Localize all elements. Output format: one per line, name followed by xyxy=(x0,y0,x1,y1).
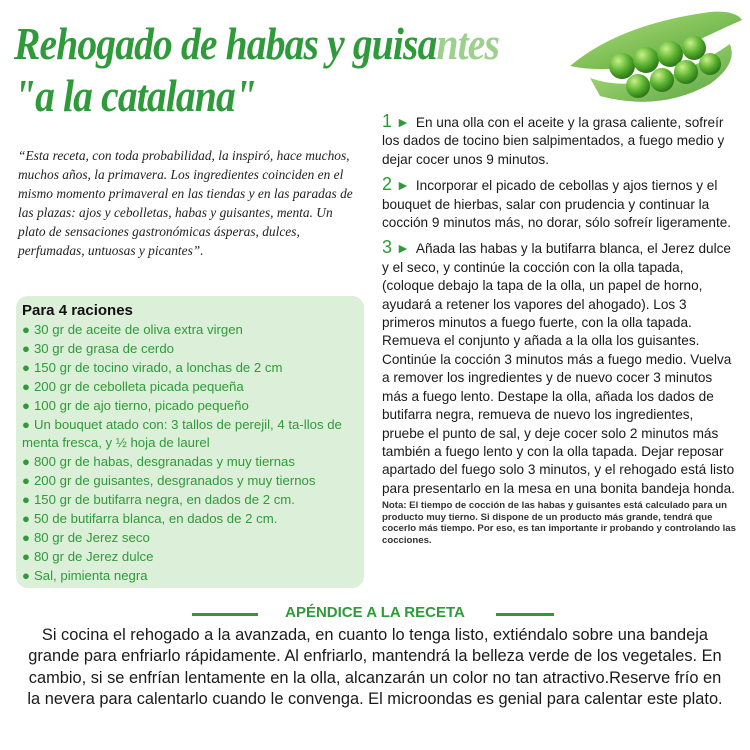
ingredient-item: ● 30 gr de aceite de oliva extra virgen xyxy=(22,322,243,337)
steps-column xyxy=(382,112,738,547)
title-line-1-tail: ntes xyxy=(436,18,499,69)
bullet-icon: ● xyxy=(22,340,30,356)
recipe-title xyxy=(14,18,539,122)
step-2 xyxy=(382,175,738,232)
ingredients-title: Para 4 raciones xyxy=(22,302,133,319)
ingredient-item: ● 150 gr de butifarra negra, en dados de 2 cm. xyxy=(22,492,295,508)
step-1 xyxy=(382,112,738,169)
ingredient-item: ● 200 gr de guisantes, desgranados y muy tiernos xyxy=(22,473,316,489)
appendix-header xyxy=(0,604,750,624)
ingredient-item: ● 80 gr de Jerez seco xyxy=(22,529,150,545)
step-text: En una olla con el aceite y la grasa caliente, sofreír los dados de tocino bien salpimentados, a fuego medio y dejar cocer unos 9 minutos. xyxy=(382,115,725,167)
bullet-icon: ● xyxy=(22,378,30,394)
bullet-icon: ● xyxy=(22,529,30,545)
ingredient-item: ● Un bouquet atado con: 3 tallos de perejil, 4 ta-llos de menta fresca, y ½ hoja de laurel xyxy=(22,416,342,451)
ingredient-item: ● 50 de butifarra blanca, en dados de 2 cm. xyxy=(22,511,278,527)
ingredients-list xyxy=(22,321,360,586)
bullet-icon: ● xyxy=(22,548,30,564)
step-number: 2 xyxy=(382,174,393,195)
bullet-icon: ● xyxy=(22,416,30,432)
bullet-icon: ● xyxy=(22,473,30,489)
step-number: 3 xyxy=(382,237,393,258)
bullet-icon: ● xyxy=(22,454,30,470)
pea-pod-image xyxy=(560,4,750,114)
arrow-right-icon: ► xyxy=(396,114,410,130)
bullet-icon: ● xyxy=(22,567,30,583)
title-line-1: Rehogado de habas y guisantes xyxy=(14,18,499,69)
ingredient-item: ● 200 gr de cebolleta picada pequeña xyxy=(22,378,244,394)
cooking-note: Nota: El tiempo de cocción de las habas y guisantes está calculado para un producto muy tierno. Si dispone de un producto más grande, tendrá que cocerlo más tiempo. Por eso, es tan importante ir probando y controlando las cocciones. xyxy=(382,500,736,546)
title-line-2: "a la catalana" xyxy=(14,70,257,121)
step-number: 1 xyxy=(382,111,393,131)
bullet-icon: ● xyxy=(22,492,30,508)
arrow-right-icon: ► xyxy=(396,240,410,257)
ingredient-item: ● 100 gr de ajo tierno, picado pequeño xyxy=(22,397,249,413)
intro-text: “Esta receta, con toda probabilidad, la inspiró, hace muchos, muchos años, la primavera. Los ingredientes coinciden en el mismo momento primaveral en las tiendas y en las paradas de las plazas: ajos y cebolletas, habas y guisantes, menta. Un plato de sensaciones gastronómicas ásperas, dulces, perfumadas, untuosas y picantes”. xyxy=(18,148,353,258)
bullet-icon: ● xyxy=(22,322,30,337)
step-text: Añada las habas y la butifarra blanca, el Jerez dulce y el seco, y continúe la cocción con la olla tapada, (coloque debajo la tapa de la olla, un papel de horno, ayudará a retener los vapores del ahogado). Los 3 primeros minutos a fuego fuerte, con la olla tapada. Remueva el conjunto y añada a la olla los guisantes. Continúe la cocción 3 minutos más a fuego medio. Vuelva a remover los ingredientes y de nuevo cocer 3 minutos más a fuego lento. Destape la olla, añada los dados de butifarra negra, remueva de nuevo los ingredientes, pruebe el punto de sal, y deje cocer solo 2 minutos más también a fuego lento y con la olla tapada. Dejar reposar apartado del fuego solo 3 minutos, y el rehogado está listo para presentarlo en la mesa en una bonita bandeja honda. xyxy=(382,241,735,496)
bullet-icon: ● xyxy=(22,511,30,527)
step-text: Incorporar el picado de cebollas y ajos tiernos y el bouquet de hierbas, salar con prudencia y continuar la cocción 9 minutos más, no dorar, sólo sofreír ligeramente. xyxy=(382,178,732,231)
ingredient-item: ● Sal, pimienta negra xyxy=(22,567,148,583)
bullet-icon: ● xyxy=(22,397,30,413)
appendix-title: APÉNDICE A LA RECETA xyxy=(285,604,465,621)
ingredient-item: ● 30 gr de grasa de cerdo xyxy=(22,340,174,356)
ingredient-item: ● 80 gr de Jerez dulce xyxy=(22,548,154,564)
appendix-text: Si cocina el rehogado a la avanzada, en cuanto lo tenga listo, extiéndalo sobre una bandeja grande para enfriarlo rápidamente. Al enfriarlo, mantendrá la belleza verde de los vegetales. En cambio, si se enfrían lentamente en la olla, alcanzarán un color no tan atractivo.Reserve frío en la nevera para calentarlo cuando le convenga. El microondas es genial para calentar este plato. xyxy=(27,626,723,709)
ingredient-item: ● 800 gr de habas, desgranadas y muy tiernas xyxy=(22,454,295,470)
arrow-right-icon: ► xyxy=(396,177,410,194)
step-3 xyxy=(382,238,738,498)
ingredient-item: ● 150 gr de tocino virado, a lonchas de 2 cm xyxy=(22,359,283,375)
bullet-icon: ● xyxy=(22,359,30,375)
